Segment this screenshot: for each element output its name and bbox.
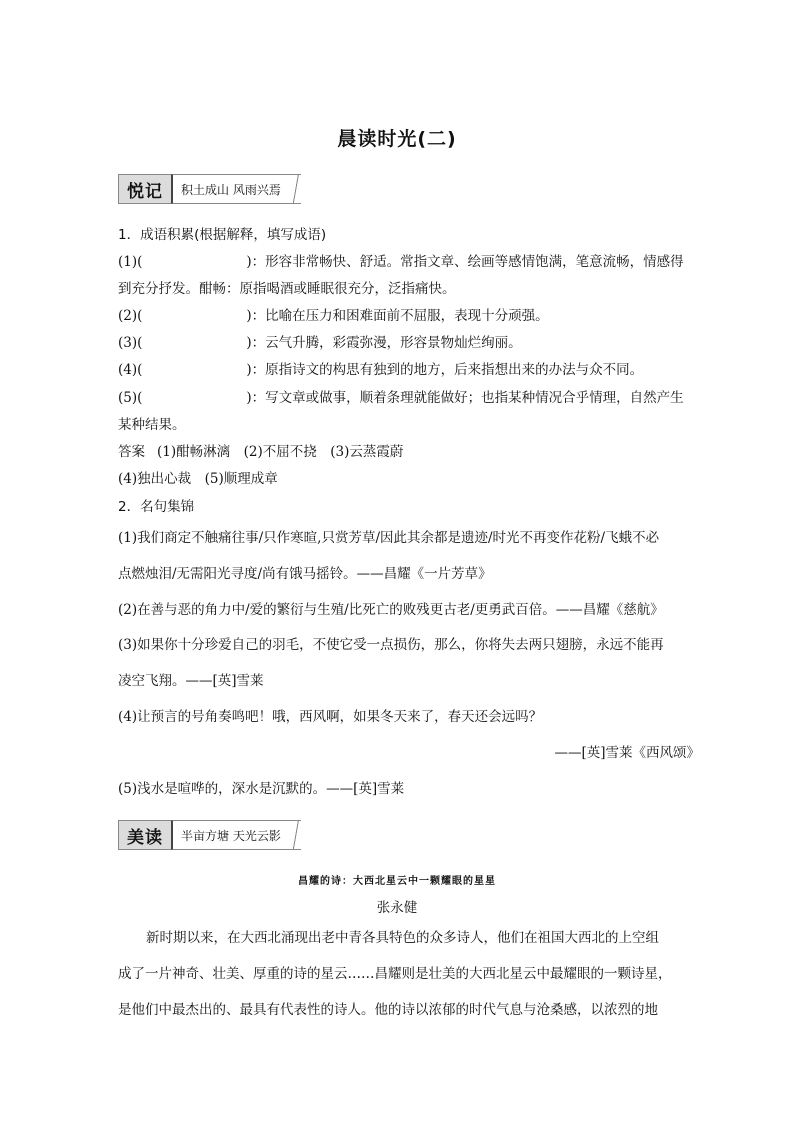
article-paragraph-line: 是他们中最杰出的、最具有代表性的诗人。他的诗以浓郁的时代气息与沧桑感，以浓烈的地 xyxy=(118,1002,658,1018)
item-text: 比喻在压力和困难面前不屈服，表现十分顽强。 xyxy=(265,308,549,324)
article-author: 张永健 xyxy=(376,900,418,916)
item-number: (4)( xyxy=(118,362,143,378)
item-close: )： xyxy=(246,362,266,378)
item-continuation: 某种结果。 xyxy=(118,417,186,433)
section-banner-meidu xyxy=(118,820,301,850)
item-number: (3)( xyxy=(118,335,143,351)
quote-line: (2)在善与恶的角力中/爱的繁衍与生殖/比死亡的败残更古老/更勇武百倍。——昌耀《慈航》 xyxy=(118,602,664,618)
item-number: (1)( xyxy=(118,254,143,270)
idiom-item xyxy=(118,304,549,324)
quote-line: (3)如果你十分珍爱自己的羽毛，不使它受一点损伤，那么，你将失去两只翅膀，永远不能再 xyxy=(118,637,664,653)
section-tag: 美读 xyxy=(118,820,171,850)
section-tag: 悦记 xyxy=(118,174,171,204)
quote-line: 点燃烛泪/无需阳光寻度/尚有饿马摇铃。——昌耀《一片芳草》 xyxy=(118,566,492,582)
quote-line: 凌空飞翔。——[英]雪莱 xyxy=(118,673,264,689)
item-text: 云气升腾，彩霞弥漫，形容景物灿烂绚丽。 xyxy=(265,335,522,351)
item-number: (5)( xyxy=(118,390,143,406)
answer-text: (1)酣畅淋漓 (2)不屈不挠 (3)云蒸霞蔚 xyxy=(157,444,404,460)
quote-line: (4)让预言的号角奏鸣吧！哦，西风啊，如果冬天来了，春天还会远吗？ xyxy=(118,709,543,725)
article-paragraph-line: 新时期以来，在大西北涌现出老中青各具特色的众多诗人，他们在祖国大西北的上空组 xyxy=(146,930,659,946)
question-heading: 1．成语积累(根据解释，填写成语) xyxy=(118,227,327,243)
article-title: 昌耀的诗：大西北星云中一颗耀眼的星星 xyxy=(298,876,496,887)
question-heading: 2．名句集锦 xyxy=(118,499,195,515)
idiom-item xyxy=(118,250,684,270)
item-number: (2)( xyxy=(118,308,143,324)
item-text: 形容非常畅快、舒适。常指文章、绘画等感情饱满，笔意流畅，情感得 xyxy=(265,254,684,270)
section-subtitle: 积土成山 风雨兴焉 xyxy=(171,174,291,204)
item-close: )： xyxy=(246,254,266,270)
answer-line xyxy=(118,440,403,460)
idiom-item xyxy=(118,358,643,378)
banner-slant-decoration xyxy=(291,820,301,850)
item-close: )： xyxy=(246,308,266,324)
quote-attribution: ——[英]雪莱《西风颂》 xyxy=(554,745,700,761)
banner-slant-decoration xyxy=(291,174,301,204)
section-subtitle: 半亩方塘 天光云影 xyxy=(171,820,291,850)
idiom-item xyxy=(118,386,684,406)
quote-line: (5)浅水是喧哗的，深水是沉默的。——[英]雪莱 xyxy=(118,781,405,797)
answer-line-2: (4)独出心裁 (5)顺理成章 xyxy=(118,471,278,487)
quote-line: (1)我们商定不触痛往事/只作寒暄,只赏芳草/因此其余都是遗迹/时光不再变作花粉/飞蛾不必 xyxy=(118,530,660,546)
idiom-item xyxy=(118,331,522,351)
answer-label: 答案 xyxy=(118,444,145,460)
item-text: 写文章或做事，顺着条理就能做好；也指某种情况合乎情理，自然产生 xyxy=(265,390,684,406)
item-text: 原指诗文的构思有独到的地方，后来指想出来的办法与众不同。 xyxy=(265,362,644,378)
article-paragraph-line: 成了一片神奇、壮美、厚重的诗的星云……昌耀则是壮美的大西北星云中最耀眼的一颗诗星， xyxy=(118,966,672,982)
item-close: )： xyxy=(246,335,266,351)
section-banner-yueji xyxy=(118,174,301,204)
page-title: 晨读时光(二) xyxy=(337,128,457,150)
item-continuation: 到充分抒发。酣畅：原指喝酒或睡眠很充分，泛指痛快。 xyxy=(118,281,456,297)
item-close: )： xyxy=(246,390,266,406)
